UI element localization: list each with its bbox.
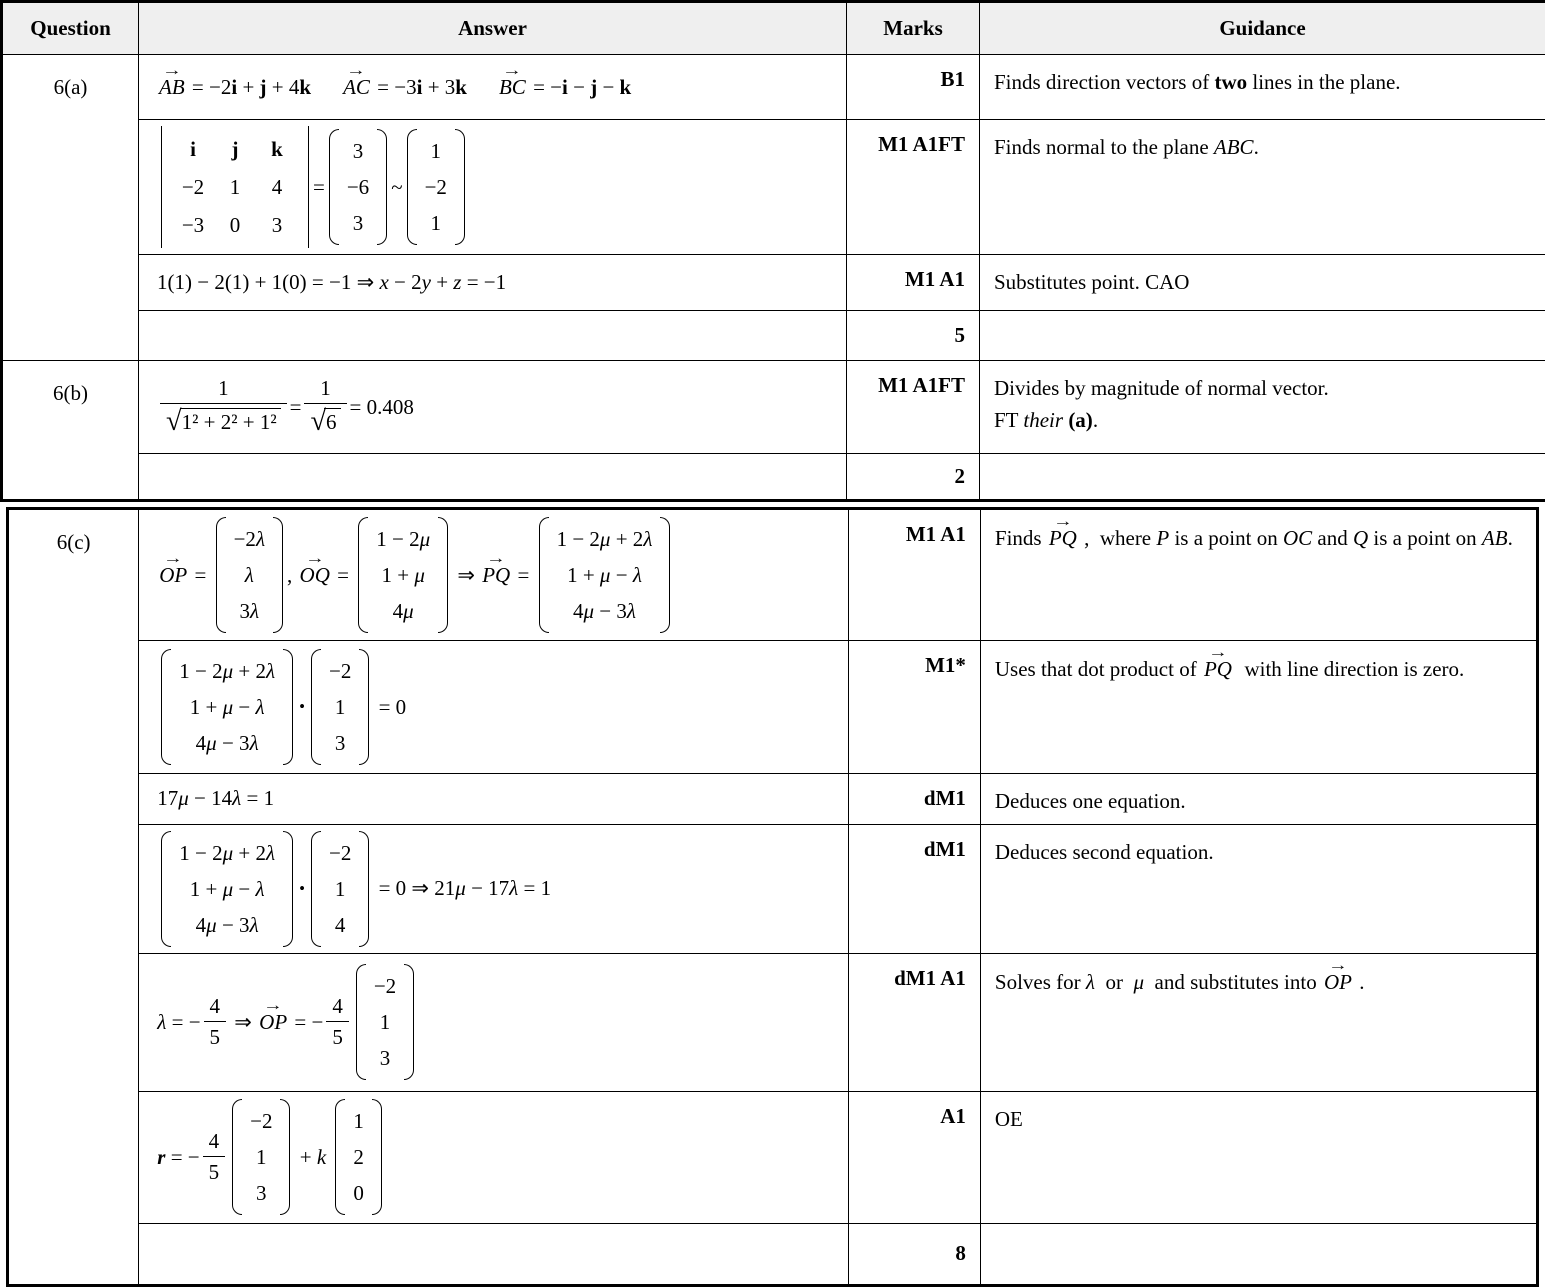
row-6a-1: [2, 55, 1545, 120]
marks-6b-total: 2: [847, 454, 980, 501]
equation-one: 17 μ − 14 λ = 1: [157, 786, 837, 811]
mark-scheme-table-top: [0, 0, 1545, 502]
row-6c-2: [8, 641, 1538, 774]
column-vector-op: −2 λ λ 3 λ: [216, 517, 283, 633]
paren-left: [161, 831, 171, 947]
marks-6a-3: M1 A1: [847, 255, 980, 311]
marks-6c-4: dM1: [848, 824, 980, 953]
col-header-answer: Answer: [139, 2, 847, 55]
result-value: = 0.408: [350, 395, 414, 420]
answer-6a-empty: [139, 311, 847, 361]
guidance-6a-1: Finds direction vectors of two lines in the plane.: [980, 55, 1545, 120]
equation-distance: [157, 377, 836, 436]
fraction: 1 √ 1² + 2² + 1²: [160, 377, 287, 436]
marks-6a-total: 5: [847, 311, 980, 361]
guidance-6a-3: Substitutes point. CAO: [980, 255, 1545, 311]
paren-right: [283, 649, 293, 765]
square-root: √ 6: [310, 408, 340, 436]
row-6a-3: [2, 255, 1545, 311]
paren-right: [359, 831, 369, 947]
paren-left: [407, 129, 417, 245]
paren-right: [438, 517, 448, 633]
answer-6c-empty: [139, 1223, 848, 1285]
fraction: $\frac{4}{5}$: [326, 995, 349, 1049]
column-vector-normal-reduced: 1 −2 1: [407, 129, 465, 245]
row-6c-1: [8, 509, 1538, 641]
paren-left: [216, 517, 226, 633]
paren-left: [311, 649, 321, 765]
paren-right: [283, 831, 293, 947]
answer-6a-normal: [139, 120, 847, 255]
square-root: √ 1² + 2² + 1²: [166, 408, 281, 436]
col-header-marks: Marks: [847, 2, 980, 55]
equation-cross-product: [157, 126, 836, 248]
marks-6c-5: dM1 A1: [848, 953, 980, 1091]
fraction: $\frac{4}{5}$: [204, 995, 227, 1049]
column-vector-normal: 3 −6 3: [329, 129, 387, 245]
guidance-6c-6: OE: [980, 1091, 1537, 1223]
guidance-6a-2: Finds normal to the plane ABC.: [980, 120, 1545, 255]
equation-solve-lambda: λ = − $\frac{4}{5}$ ⇒ OP → = − $\frac{4}{5}$ −2 1 3: [157, 964, 837, 1080]
equals-sign: =: [313, 175, 325, 200]
answer-6c-line-equation: [139, 1091, 848, 1223]
question-label-6c: 6(c): [8, 509, 139, 1286]
paren-left: [311, 831, 321, 947]
column-vector-direction: 1 2 0: [335, 1099, 382, 1215]
col-header-question: Question: [2, 2, 139, 55]
paren-right: [404, 964, 414, 1080]
guidance-6b-total-empty: [980, 454, 1545, 501]
equation-direction-vectors: AB → = −2 i + j + 4 k AC → = −3 i + 3 k BC → = − i − j − k: [157, 74, 836, 100]
column-vector-point: −2 1 3: [232, 1099, 290, 1215]
tilde-sign: ~: [391, 175, 402, 200]
question-label-6b: 6(b): [2, 361, 139, 501]
paren-right: [660, 517, 670, 633]
guidance-6b-1: Divides by magnitude of normal vector. FT their (a).: [980, 361, 1545, 454]
marks-6b-1: M1 A1FT: [847, 361, 980, 454]
question-label-6a: 6(a): [2, 55, 139, 361]
paren-left: [358, 517, 368, 633]
answer-6c-equation-1: [139, 774, 848, 825]
radical-sign: √: [166, 408, 182, 436]
answer-6a-direction-vectors: [139, 55, 847, 120]
row-6c-4: [8, 824, 1538, 953]
paren-left: [161, 649, 171, 765]
column-vector-pq: 1 − 2 μ + 2 λ 1 + μ − λ 4 μ − 3 λ: [161, 831, 293, 947]
marks-6c-3: dM1: [848, 774, 980, 825]
equation-dot-product-2: 1 − 2 μ + 2 λ 1 + μ − λ 4 μ − 3 λ • −2 1 4 = 0 ⇒ 21μ − 17λ = 1: [157, 831, 837, 947]
row-6c-total: [8, 1223, 1538, 1285]
dot-operator: •: [297, 697, 307, 717]
answer-6c-solve-lambda: [139, 953, 848, 1091]
paren-left: [356, 964, 366, 1080]
guidance-6c-4: Deduces second equation.: [980, 824, 1537, 953]
marks-6c-1: M1 A1: [848, 509, 980, 641]
fraction: $\frac{4}{5}$: [203, 1130, 226, 1184]
paren-left: [539, 517, 549, 633]
marks-6c-total: 8: [848, 1223, 980, 1285]
answer-6c-dot-product-1: [139, 641, 848, 774]
paren-right: [359, 649, 369, 765]
paren-left: [335, 1099, 345, 1215]
dot-operator: •: [297, 879, 307, 899]
guidance-6c-2: Uses that dot product of PQ → with line direction is zero.: [980, 641, 1537, 774]
column-vector-op-result: −2 1 3: [356, 964, 414, 1080]
guidance-6c-1: Finds PQ → , where P is a point on OC and Q is a point on AB.: [980, 509, 1537, 641]
guidance-6c-total-empty: [980, 1223, 1537, 1285]
header-row: [2, 2, 1545, 55]
row-6c-5: [8, 953, 1538, 1091]
row-6b-1: [2, 361, 1545, 454]
row-6c-3: [8, 774, 1538, 825]
column-vector-pq: 1 − 2 μ + 2 λ 1 + μ − λ 4 μ − 3 λ: [161, 649, 293, 765]
column-vector-direction: −2 1 4: [311, 831, 369, 947]
radical-sign: √: [310, 408, 326, 436]
marks-6a-2: M1 A1FT: [847, 120, 980, 255]
answer-6c-dot-product-2: [139, 824, 848, 953]
fraction: 1 √ 6: [304, 377, 346, 436]
mark-scheme-table-bottom: [6, 507, 1539, 1287]
answer-6b-empty: [139, 454, 847, 501]
row-6a-2: [2, 120, 1545, 255]
col-header-guidance: Guidance: [980, 2, 1545, 55]
guidance-6c-3: Deduces one equation.: [980, 774, 1537, 825]
column-vector-direction: −2 1 3: [311, 649, 369, 765]
answer-6c-pq-vector: [139, 509, 848, 641]
paren-left: [232, 1099, 242, 1215]
determinant-matrix: i j k −2 1 4 −3 0 3: [161, 126, 309, 248]
paren-right: [372, 1099, 382, 1215]
column-vector-pq: 1 − 2 μ + 2 λ 1 + μ − λ 4 μ − 3 λ: [539, 517, 671, 633]
guidance-6a-total-empty: [980, 311, 1545, 361]
paren-right: [377, 129, 387, 245]
column-vector-oq: 1 − 2 μ 1 + μ 4 μ: [358, 517, 448, 633]
paren-left: [329, 129, 339, 245]
determinant-bar-right: [306, 126, 309, 248]
paren-right: [455, 129, 465, 245]
row-6c-6: [8, 1091, 1538, 1223]
paren-right: [280, 1099, 290, 1215]
equation-plane: 1(1) − 2(1) + 1(0) = −1 ⇒ x − 2 y + z = −1: [157, 270, 836, 295]
marks-6a-1: B1: [847, 55, 980, 120]
equals-sign: =: [290, 395, 302, 420]
row-6a-total: [2, 311, 1545, 361]
answer-6a-plane-equation: [139, 255, 847, 311]
equation-op-oq-pq: OP → = −2 λ λ 3 λ , OQ → = 1 − 2 μ 1 + μ 4 μ ⇒ PQ → = 1 − 2 μ + 2 λ 1 + μ − λ 4 μ − 3 λ: [157, 517, 837, 633]
equation-dot-product-1: 1 − 2 μ + 2 λ 1 + μ − λ 4 μ − 3 λ • −2 1 3 = 0: [157, 649, 837, 765]
answer-6b-distance: [139, 361, 847, 454]
paren-right: [273, 517, 283, 633]
row-6b-total: [2, 454, 1545, 501]
marks-6c-6: A1: [848, 1091, 980, 1223]
guidance-6c-5: Solves for λ or μ and substitutes into OP → .: [980, 953, 1537, 1091]
equation-line: r = − $\frac{4}{5}$ −2 1 3 + k 1 2 0: [157, 1099, 837, 1215]
marks-6c-2: M1*: [848, 641, 980, 774]
